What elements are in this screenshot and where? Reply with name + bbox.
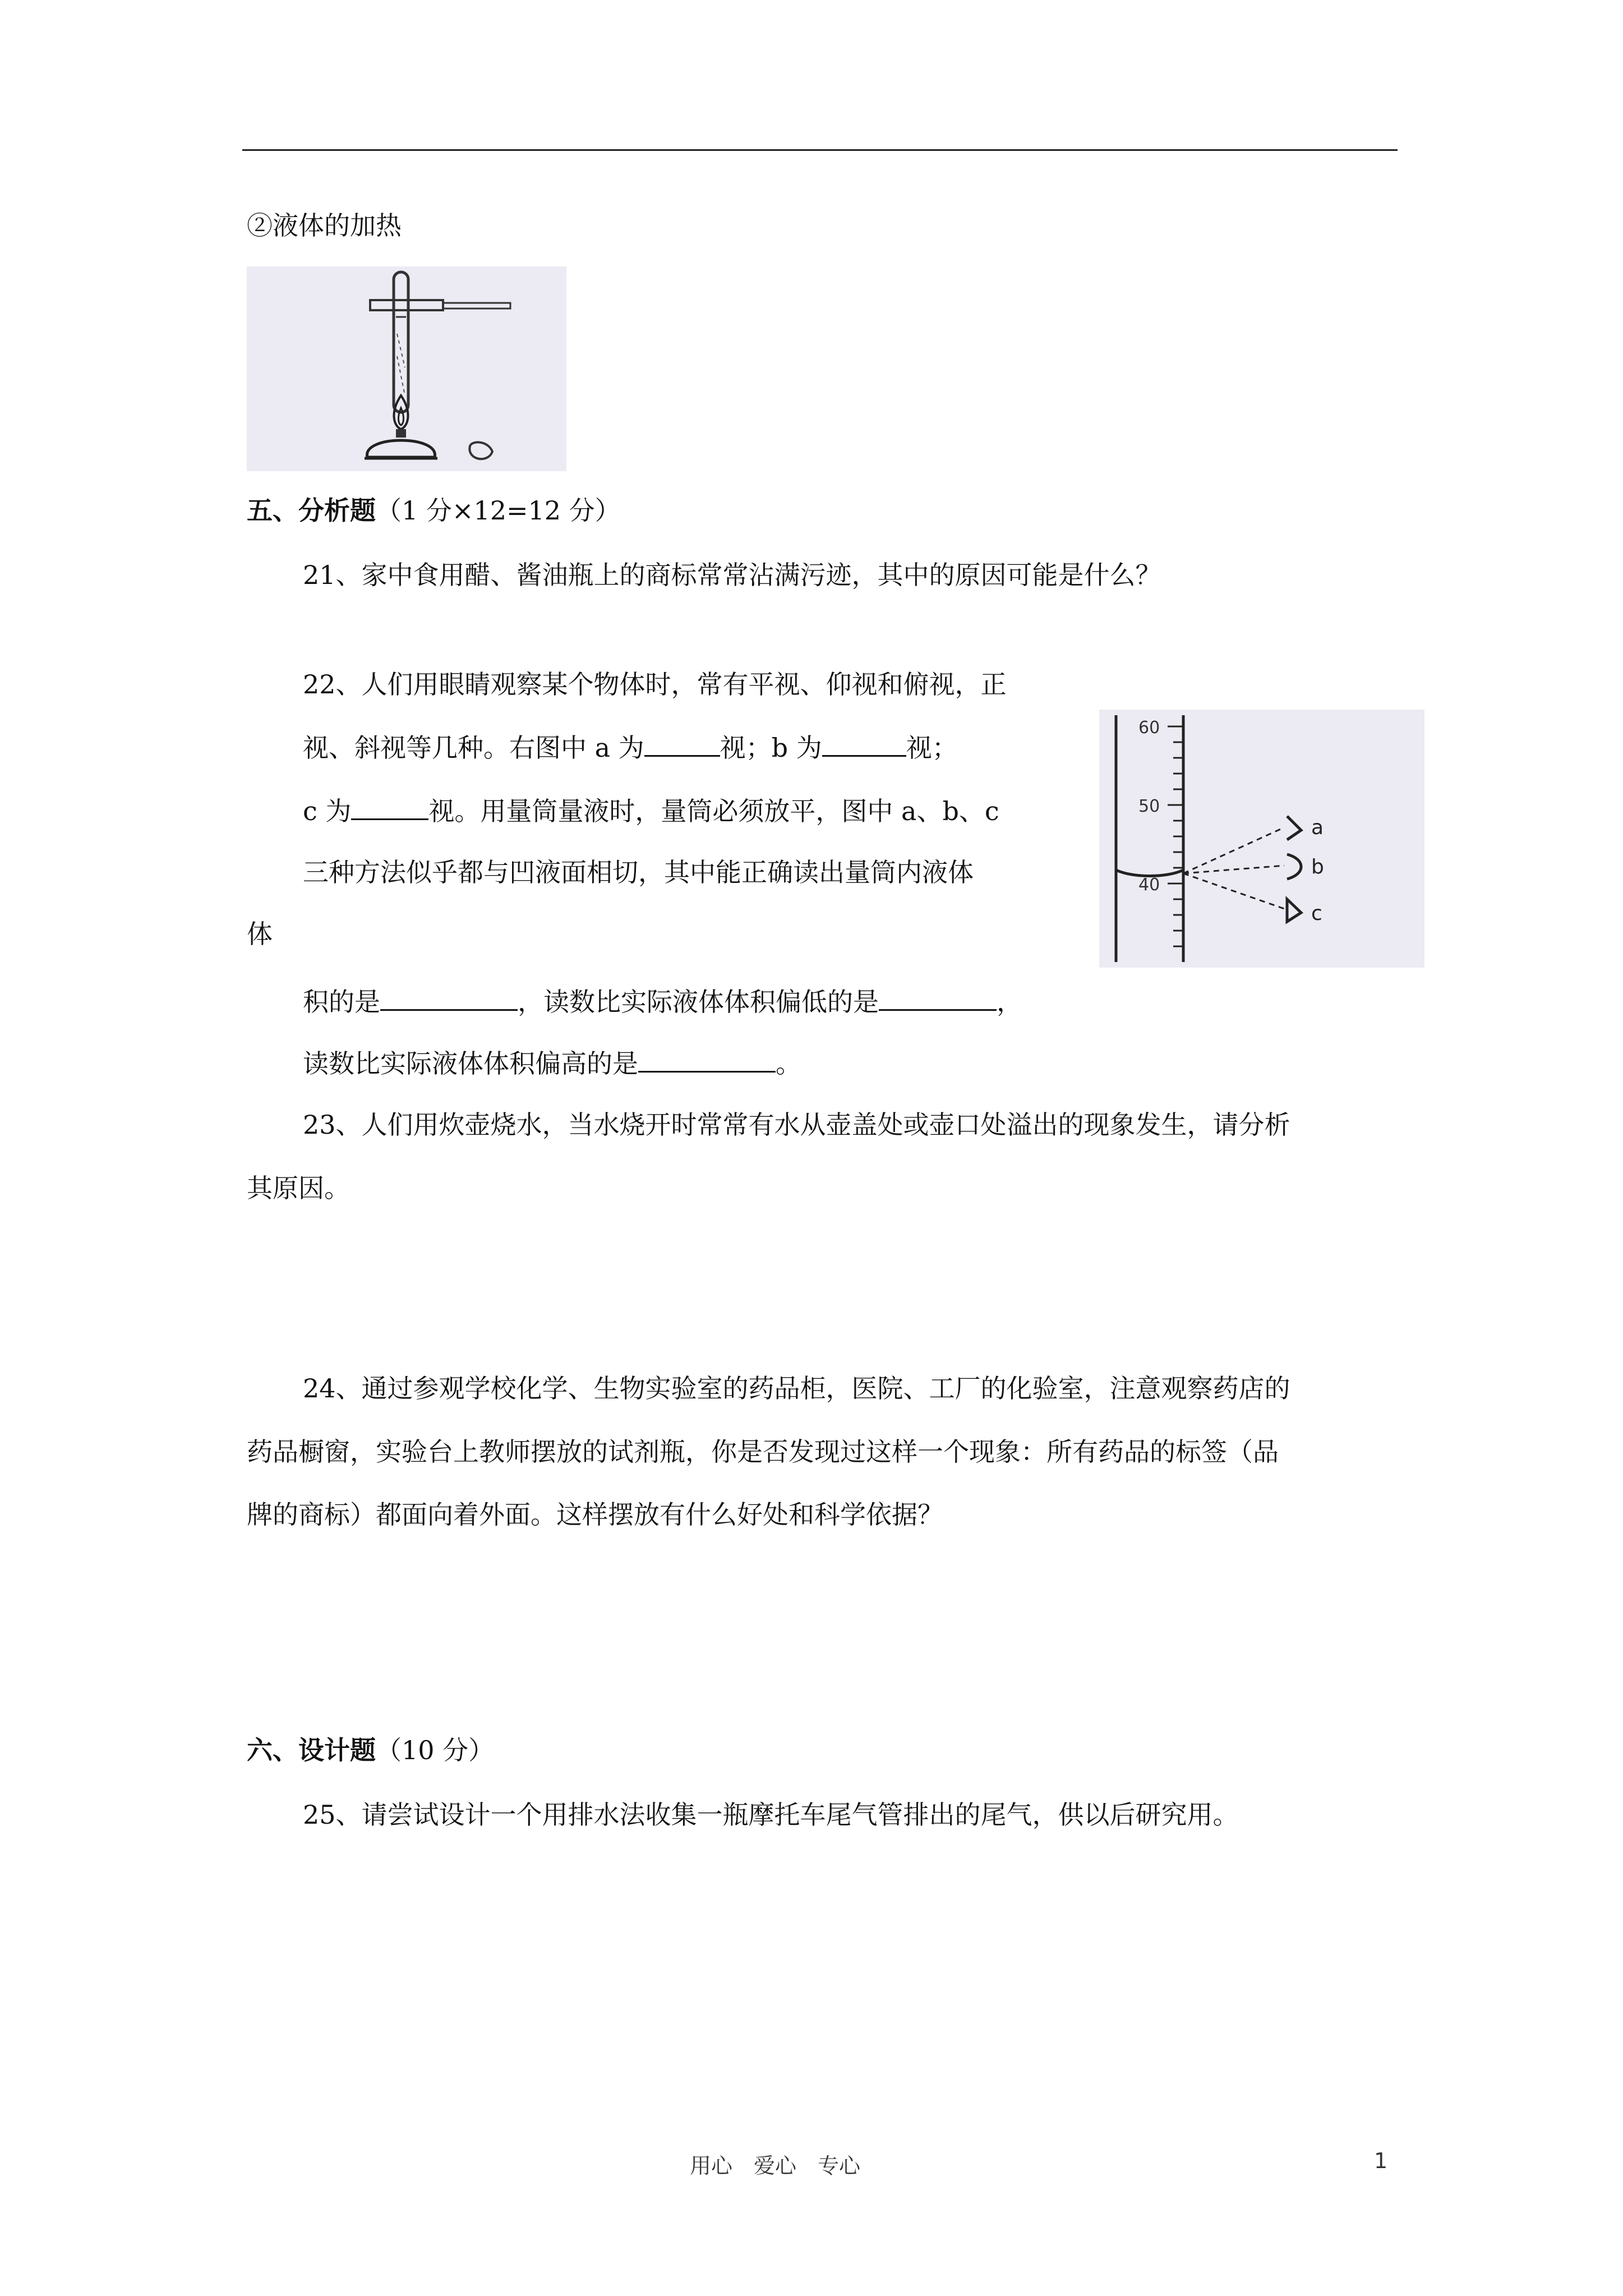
answer-blank-low[interactable] (879, 984, 997, 1011)
question-22-line2 (303, 730, 958, 765)
q22-text: 。 (776, 1048, 801, 1079)
eye-label-c: c (1311, 902, 1322, 925)
q22-text: 视； (906, 733, 958, 763)
tick-label-40: 40 (1138, 875, 1160, 895)
item-2-title: ②液体的加热 (247, 210, 402, 241)
liquid-heating-figure (247, 266, 566, 471)
question-24-line3: 牌的商标）都面向着外面。这样摆放有什么好处和科学依据？ (247, 1499, 943, 1530)
question-22-line7 (303, 1046, 801, 1080)
q22-text: 积的是 (303, 987, 380, 1017)
section5-heading (247, 494, 621, 527)
footer-motto: 用心 爱心 专心 (690, 2154, 861, 2178)
answer-blank-correct[interactable] (380, 984, 518, 1011)
question-23-line1: 23、人们用炊壶烧水，当水烧开时常常有水从壶盖处或壶口处溢出的现象发生，请分析 (303, 1110, 1290, 1140)
q22-text: 视、斜视等几种。右图中 a 为 (303, 733, 644, 763)
question-22-line5: 体 (247, 919, 273, 949)
section6-label: 六、设计题 (247, 1735, 376, 1765)
section5-label: 五、分析题 (247, 495, 376, 526)
header-rule (242, 149, 1398, 151)
eye-label-b: b (1311, 855, 1324, 878)
answer-blank-b[interactable] (822, 730, 906, 757)
question-24-line2: 药品橱窗，实验台上教师摆放的试剂瓶，你是否发现过这样一个现象：所有药品的标签（品 (247, 1437, 1279, 1467)
question-22-line4: 三种方法似乎都与凹液面相切，其中能正确读出量筒内液体 (303, 857, 974, 887)
cylinder-reading-figure (1099, 710, 1424, 968)
answer-blank-high[interactable] (638, 1046, 776, 1073)
question-25: 25、请尝试设计一个用排水法收集一瓶摩托车尾气管排出的尾气，供以后研究用。 (303, 1800, 1239, 1830)
section6-heading (247, 1733, 494, 1767)
answer-blank-a[interactable] (644, 730, 720, 757)
eye-label-a: a (1311, 816, 1324, 839)
answer-blank-c[interactable] (351, 794, 428, 820)
q22-text: 视。用量筒量液时，量筒必须放平，图中 a、b、c (428, 796, 999, 826)
q22-text: ，读数比实际液体体积偏低的是 (518, 987, 879, 1017)
question-24-line1: 24、通过参观学校化学、生物实验室的药品柜，医院、工厂的化验室，注意观察药店的 (303, 1373, 1290, 1404)
question-22-line3 (303, 794, 999, 828)
question-22-line6 (303, 984, 1022, 1019)
page-number: 1 (1374, 2148, 1388, 2173)
question-23-line2: 其原因。 (247, 1173, 350, 1203)
question-22-line1: 22、人们用眼睛观察某个物体时，常有平视、仰视和俯视，正 (303, 669, 1007, 700)
section5-score: （1 分×12=12 分） (376, 495, 621, 526)
q22-text: 读数比实际液体体积偏高的是 (303, 1048, 638, 1079)
q22-text: ， (997, 987, 1022, 1017)
q22-text: 视；b 为 (720, 733, 822, 763)
tick-label-50: 50 (1138, 797, 1160, 816)
section6-score: （10 分） (376, 1735, 495, 1765)
tick-label-60: 60 (1138, 718, 1160, 738)
question-21: 21、家中食用醋、酱油瓶上的商标常常沾满污迹，其中的原因可能是什么？ (303, 560, 1161, 590)
q22-text: c 为 (303, 796, 352, 826)
